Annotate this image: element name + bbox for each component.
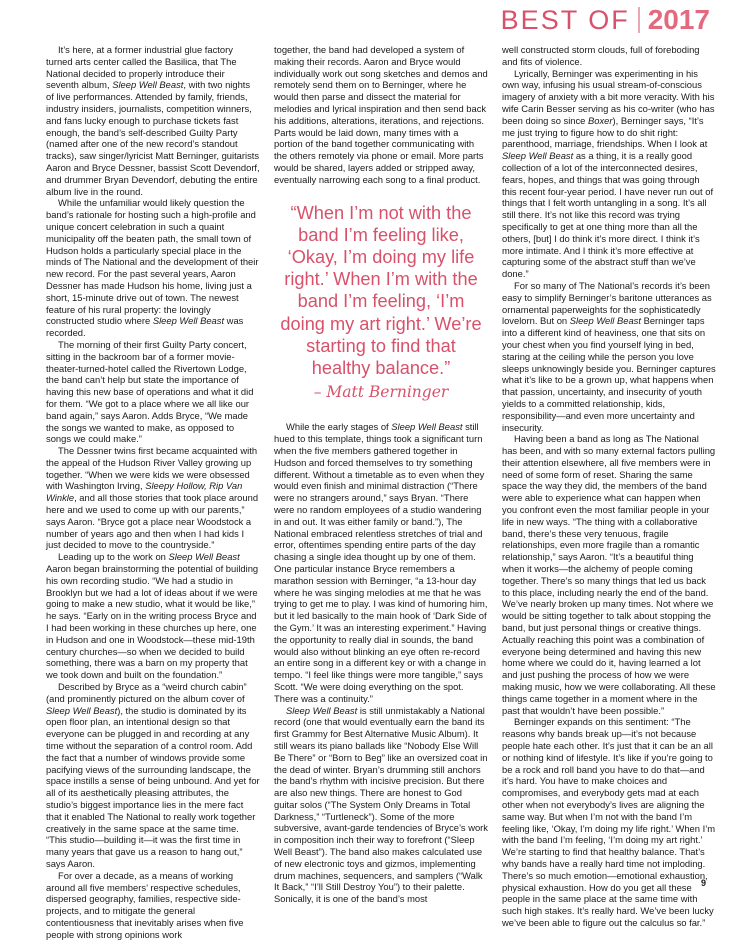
paragraph: For so many of The National’s records it’s been easy to simplify Berninger’s baritone utterances as ornamental paperweights for the sophisticatedly lovelorn. But on Sleep Well Beast Berninger taps into a different kind of heaviness, one that sits on your chest when you find yourself lying in bed, staring at the ceiling while the person you love sleeps unknowingly beside you. Berninger captures what it’s like to be a grown up, what happens when that passion, uncertainty, and insecurity of youth yields to a committed relationship, kids, responsibility—and even more uncertainty and insecurity. (502, 279, 716, 433)
paragraph: It’s here, at a former industrial glue factory turned arts center called the Basilica, that The National decided to properly introduce their seventh album, Sleep Well Beast, with two nights of live performances. Attended by family, friends, industry insiders, journalists, competition winners, and fans lucky enough to purchase tickets fast enough, the band’s self-described Guilty Party (named after one of the new record’s standout tracks), saw singer/lyricist Matt Berninger, guitarists Aaron and Bryce Dessner, bassist Scott Devendorf, and drummer Bryan Devendorf, debuting the entire album live in the round. (46, 44, 260, 197)
year-label: 2017 (647, 4, 710, 35)
paragraph: Berninger expands on this sentiment: “The reasons why bands break up—it’s not because people hate each other. It’s just that it can be an all or nothing kind of lifestyle. It’s like if you’re going to be a rock and roll band you have to do that—and it’s hard. You have to make choices and compromises, and everybody gets mad at each other when not everybody’s lives are aligning the same way. But when I’m not with the band I’m feeling like, ‘Okay, I’m doing my life right.’ When I’m with the band I’m feeling, ‘I’m doing my art right.’ We’re starting to find that healthy balance. That’s why bands have a really hard time not imploding. There’s so much emotion—emotional exhaustion, physical exhaustion. How do you get all these people in the same place at the same time with such high stakes. It’s really hard. We’ve been lucky we’ve been able to figure out the calculus so far.” (502, 716, 716, 928)
header-divider (638, 7, 640, 33)
paragraph: Described by Bryce as a “weird church cabin” (and prominently pictured on the album cover of Sleep Well Beast), the studio is dominated by its open floor plan, an intentional design so that everyone can be plugged in and recording at any time without the separation of a control room. Add the fact that a number of windows provide some pacifying views of the surrounding landscape, the space instills a sense of being unbound. And yet for all of its aesthetically pleasing attributes, the studio’s biggest importance lies in the mere fact that it enabled The National to really work together creatively in the same space at the same time. “This studio—building it—it was the first time in many years that gave us a reason to hang out,” says Aaron. (46, 681, 260, 869)
paragraph: Having been a band as long as The National has been, and with so many external factors pulling their attention elsewhere, all five members were in need of some form of reset. Sharing the same space the way they did, the members of the band were able to experience what can happen when you confront even the most familiar people in your life in new ways. “The thing with a collaborative band, there’s these very tenuous, fragile relationships, even more fragile than a romantic relationship,” says Aaron. “It’s a beautiful thing when it works—the alchemy of people coming together. There’s so many things that led us back to this place, including nearly the end of the band. We’ve nearly broken up many times. Not where we would be sitting together to talk about stopping the band, but just personal things or creative things. Actually reaching this point was a combination of everyone being determined and having this new home where we could do it, having learned a lot and just pushing the process of how we were making music, how we were collaborating. All these things came together in a moment where in the past that wouldn’t have been possible.” (502, 433, 716, 716)
paragraph: The morning of their first Guilty Party concert, sitting in the backroom bar of a former movie-theater-turned-hotel called the Rivertown Lodge, the band can’t help but state the importance of having this new base of operations and what it did for them. “We got to a place where we all like our band again,” says Aaron. Adds Bryce, “We made the songs we wanted to make, as opposed to songs we could make.” (46, 338, 254, 445)
paragraph: While the early stages of Sleep Well Beast still hued to this template, things took a significant turn when the five members gathered together in Hudson and forced themselves to try something different. Without a timetable as to even when they would even finish and minimal distraction (“There were no strangers around,” says Bryan. “There were no random employees of a studio wandering in and out. It was either family or band.”), The National embraced relentless stretches of trial and error, oftentimes spending entire parts of the day chasing a single idea thought up by one of them. One particular instance Bryce remembers a marathon session with Berninger, “a 13-hour day where he was singing melodies at me that he was trying to get me to play. I was kind of humoring him, but it led basically to the main hook of ‘Dark Side of the Gym.’ It was an interesting experiment.” Having the opportunity to really dial in sounds, the band would also without blinking an eye often re-record an entire song in a different key or with a change in tempo. “I feel like things were more tangible,” says Scott. “We were doing everything on the spot. There was a continuity.” (274, 421, 488, 704)
pull-quote-text: “When I’m not with the band I’m feeling like, ‘Okay, I’m doing my life right.’ When I’m with the band I’m feeling, ‘I’m doing my art right.’ We’re starting to find that healthy balance.” (280, 202, 482, 378)
best-of-label: BEST OF (500, 4, 630, 35)
paragraph: together, the band had developed a system of making their records. Aaron and Bryce would individually work out song sketches and demos and remotely send them on to Berninger, where he would then parse and dissect the material for melodies and lyrical inspiration and then send back his additions, alterations, iterations, and rejections. Parts would be laid down, many times with a portion of the band together communicating with the others remotely via phone or email. More parts would be shared, layers added or stripped away, eventually narrowing each song to a final product. (274, 44, 488, 185)
paragraph: Leading up to the work on Sleep Well Beast Aaron began brainstorming the potential of building his own recording studio. “We had a studio in Brooklyn but we had a lot of ideas about if we were going to make a new studio, what it would be like,” he says. “Early on in the writing process Bryce and I had been working in these churches up here, one in Hudson and one in Woodstock—these mid-19th century churches—so when we decided to build something, there was a barn on my property that we took down and built on the foundation.” (46, 551, 259, 681)
paragraph: Lyrically, Berninger was experimenting in his own way, infusing his usual stream-of-conscious imagery of anxiety with a bit more veracity. With his wife Carin Besser serving as his co-writer (who has been doing so since Boxer), Berninger says, “It’s me just trying to figure how to do shit right: parenthood, marriage, friendships. When I look at Sleep Well Beast as a thing, it is a really good collection of a lot of the interconnected desires, fears, hopes, and things that was going through this recent four-year period. I have never run out of things that I felt worth untangling in a song. It’s all still there. It’s not like this record was trying specifically to get at one thing more than all the others, [but] I do think it’s more direct. I think it’s more intimate. And I think it’s more effective at capturing some of the abstract stuff than we’ve done.” (502, 67, 715, 280)
paragraph: well constructed storm clouds, full of foreboding and fits of violence. (502, 44, 700, 67)
column-1 (46, 44, 260, 941)
section-header (501, 6, 710, 34)
article-body (46, 44, 716, 940)
paragraph: While the unfamiliar would likely question the band’s rationale for hosting such a high-profile and unique concert celebration in such a quaint municipality off the beaten path, the small town of Hudson holds a particularly special place in the minds of The National and the development of their new record. For the past several years, Aaron Dessner has made Hudson his home, living just a short, 15-minute drive out of town. The newest feature of his rural property: the lovingly constructed studio where Sleep Well Beast was recorded. (46, 197, 259, 339)
column-3 (502, 44, 716, 941)
pull-quote (278, 202, 484, 404)
paragraph: The Dessner twins first became acquainted with the appeal of the Hudson River Valley growing up together. “When we were kids we were obsessed with Washington Irving, Sleepy Hollow, Rip Van Winkle, and all those stories that took place around here and we used to come up with our parents,” says Aaron. “Bryce got a place near Woodstock a number of years ago and then when I had kids I just decided to move to the countryside.” (46, 445, 259, 551)
pull-quote-attribution: – Matt Berninger (313, 383, 449, 402)
page-number: 9 (700, 878, 706, 888)
column-2 (274, 44, 488, 941)
paragraph: For over a decade, as a means of working around all five members’ respective schedules, dispersed geography, families, respective side-projects, and to mitigate the general contentiousness that inevitably arises when five people with strong opinions work (46, 869, 244, 940)
paragraph: Sleep Well Beast is still unmistakably a National record (one that would eventually earn the band its first Grammy for Best Alternative Music Album). It still wears its piano ballads like “Nobody Else Will Be There” or “Born to Beg” like an oversized coat in the dead of winter. Bryan’s drumming still anchors the band’s rhythm with incisive precision. But there are also new things. There are honest to God guitar solos (“The System Only Dreams in Total Darkness,” “Turtleneck”). Some of the more subversive, avant-garde tendencies of Bryce’s work in composition inch their way to forefront (“Sleep Well Beast”). The band also makes calculated use of new electronic toys and gizmos, implementing drum machines, sequencers, and samplers (“Walk It Back,” “I’ll Still Destroy You”) to their palette. Sonically, it is one of the band’s most (274, 704, 488, 905)
